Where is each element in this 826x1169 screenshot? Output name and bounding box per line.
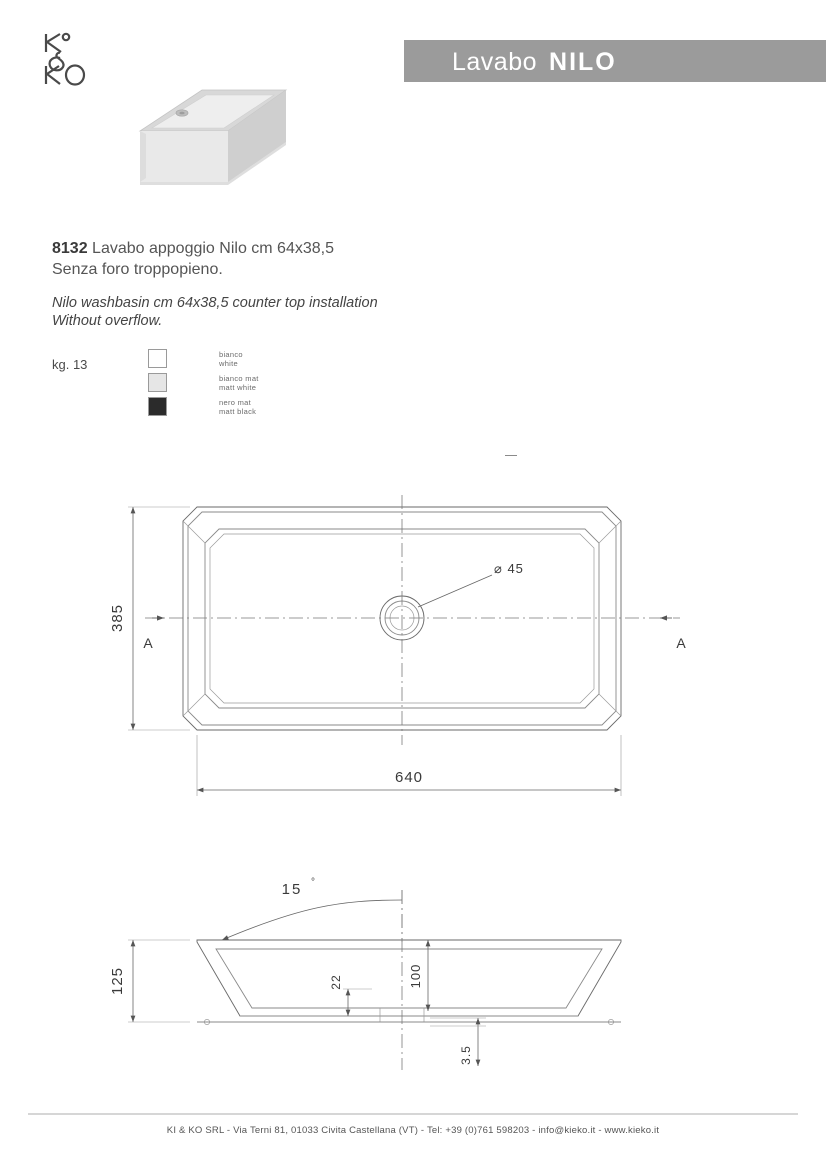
swatch-color-white (148, 349, 167, 368)
technical-drawing-svg (0, 470, 826, 1090)
logo-icon (38, 28, 100, 90)
finish-name-it: bianco (219, 349, 243, 359)
product-code: 8132 (52, 240, 88, 257)
header-category: Lavabo (452, 48, 538, 76)
technical-drawings (0, 470, 826, 1090)
dim-drain-diameter: ⌀ 45 (494, 561, 524, 576)
finish-name-it: nero mat (219, 397, 251, 407)
finish-swatch-list (148, 348, 328, 420)
finish-name-en: matt white (219, 382, 257, 392)
product-weight: kg. 13 (52, 357, 88, 372)
dim-top-height: 385 (109, 603, 126, 633)
dim-inner-depth: 100 (408, 963, 423, 989)
dim-base: 3.5 (459, 1045, 473, 1065)
finish-swatch-item (148, 372, 328, 393)
finish-swatch-item (148, 396, 328, 417)
finish-name-en: matt black (219, 406, 257, 416)
washbasin-render (96, 76, 296, 201)
dim-top-width: 640 (394, 769, 424, 786)
product-description (52, 238, 422, 330)
finish-name-en: white (219, 358, 239, 368)
product-subtitle-it: Senza foro troppopieno. (52, 261, 223, 278)
footer-divider (28, 1113, 798, 1115)
brand-logo (38, 28, 100, 90)
finish-name-it: bianco mat (219, 373, 259, 383)
product-subtitle-en: Without overflow. (52, 313, 163, 329)
finish-swatch-item (148, 348, 328, 369)
swatch-color-matt-white (148, 373, 167, 392)
product-title-en: Nilo washbasin cm 64x38,5 counter top installation (52, 295, 378, 311)
dim-angle-unit: ° (311, 877, 315, 888)
dim-section-height: 125 (109, 966, 126, 996)
product-photo (96, 76, 296, 201)
swatch-color-matt-black (148, 397, 167, 416)
footer-contact: KI & KO SRL - Via Terni 81, 01033 Civita Castellana (VT) - Tel: +39 (0)761 598203 - info@kieko.it - www.kieko.it (166, 1125, 660, 1136)
dim-angle: 15 (281, 881, 303, 898)
product-title-it (52, 238, 422, 259)
product-title-it-text: Lavabo appoggio Nilo cm 64x38,5 (92, 240, 334, 257)
section-marker-right: A (676, 635, 686, 651)
section-marker-left: A (143, 635, 153, 651)
header-model: NILO (549, 48, 617, 76)
dim-rim: 22 (329, 974, 343, 990)
decorative-dash (505, 455, 517, 456)
page-title (452, 48, 617, 76)
